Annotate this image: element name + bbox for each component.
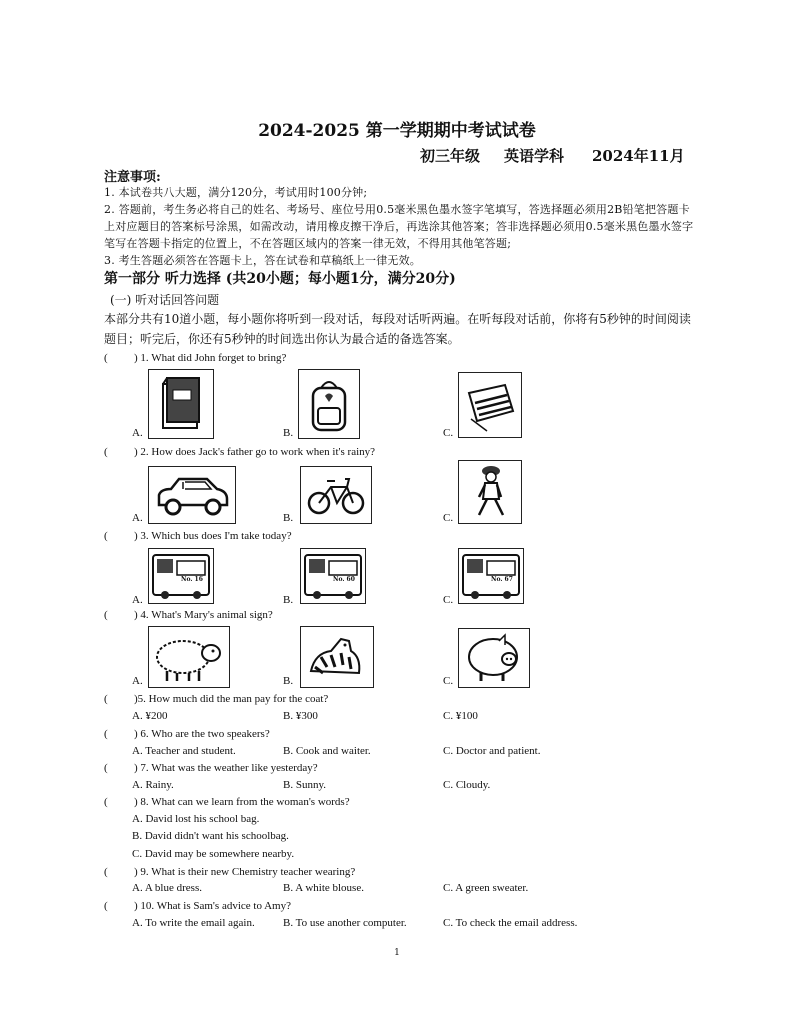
note-item-1: 1. 本试卷共八大题，满分120分，考试用时100分钟; xyxy=(104,186,368,199)
question-text: ) 6. Who are the two speakers? xyxy=(134,728,270,740)
answer-blank[interactable]: ( xyxy=(104,352,108,364)
option-a[interactable]: A. ¥200 xyxy=(132,710,168,722)
answer-blank[interactable]: ( xyxy=(104,900,108,912)
page-number: 1 xyxy=(394,948,400,958)
note-item-2: 2. 答题前，考生务必将自己的姓名、考场号、座位号用0.5毫米黑色墨水签字笔填写，答选择题必须用2B铅笔把答题卡上对应题目的答案标号涂黑，如需改动，请用橡皮擦干净后，再选涂其他答案；答非选择题必须用0.5毫米黑色墨水签字笔写在答题卡指定的位置上，不在答题区域内的答案一律无效，不得用其他笔答题; xyxy=(104,203,694,250)
question-text: ) 3. Which bus does I'm take today? xyxy=(134,530,292,542)
question-2 xyxy=(104,446,375,458)
bus-number: No. 16 xyxy=(181,576,203,583)
option-a-label: A. xyxy=(132,675,143,687)
question-text: ) 7. What was the weather like yesterday? xyxy=(134,762,318,774)
option-a-label: A. xyxy=(132,594,143,606)
option-a[interactable]: A. David lost his school bag. xyxy=(132,813,260,825)
question-10 xyxy=(104,900,291,912)
answer-blank[interactable]: ( xyxy=(104,796,108,808)
answer-blank[interactable]: ( xyxy=(104,609,108,621)
part-title: 第一部分 听力选择 (共20小题；每小题1分，满分20分) xyxy=(104,271,456,287)
backpack-icon[interactable] xyxy=(298,369,360,439)
option-c-label: C. xyxy=(443,594,454,606)
option-c-label: C. xyxy=(443,512,454,524)
option-b[interactable]: B. ¥300 xyxy=(283,710,318,722)
question-1 xyxy=(104,352,286,364)
pencil-case-icon[interactable] xyxy=(458,372,522,438)
answer-blank[interactable]: ( xyxy=(104,866,108,878)
bus-number: No. 67 xyxy=(491,576,513,583)
option-b-label: B. xyxy=(283,594,294,606)
question-6 xyxy=(104,728,270,740)
option-b-label: B. xyxy=(283,675,294,687)
question-text: ) 10. What is Sam's advice to Amy? xyxy=(134,900,291,912)
walking-man-icon[interactable] xyxy=(458,460,522,524)
option-b[interactable]: B. A white blouse. xyxy=(283,882,364,894)
grade-label: 初三年级 xyxy=(420,147,481,165)
option-b[interactable]: B. David didn't want his schoolbag. xyxy=(132,830,289,842)
bus-icon[interactable] xyxy=(148,548,214,604)
date-label: 2024年11月 xyxy=(592,147,685,165)
question-text: ) 1. What did John forget to bring? xyxy=(134,352,287,364)
bus-icon[interactable] xyxy=(300,548,366,604)
option-c[interactable]: C. To check the email address. xyxy=(443,917,578,929)
option-c[interactable]: C. Cloudy. xyxy=(443,779,491,791)
option-c-label: C. xyxy=(443,427,454,439)
question-8 xyxy=(104,796,350,808)
option-a-label: A. xyxy=(132,427,143,439)
option-a[interactable]: A. Rainy. xyxy=(132,779,174,791)
question-4 xyxy=(104,609,273,621)
option-c[interactable]: C. Doctor and patient. xyxy=(443,745,541,757)
tiger-icon[interactable] xyxy=(300,626,374,688)
option-a[interactable]: A. To write the email again. xyxy=(132,917,255,929)
answer-blank[interactable]: ( xyxy=(104,728,108,740)
option-c[interactable]: C. A green sweater. xyxy=(443,882,529,894)
answer-blank[interactable]: ( xyxy=(104,530,108,542)
answer-blank[interactable]: ( xyxy=(104,762,108,774)
option-b[interactable]: B. To use another computer. xyxy=(283,917,407,929)
option-c[interactable]: C. ¥100 xyxy=(443,710,478,722)
option-b-label: B. xyxy=(283,427,294,439)
question-text: ) 4. What's Mary's animal sign? xyxy=(134,609,273,621)
option-c[interactable]: C. David may be somewhere nearby. xyxy=(132,848,295,860)
question-9 xyxy=(104,866,355,878)
section-title: (一) 听对话回答问题 xyxy=(110,293,220,307)
question-7 xyxy=(104,762,318,774)
pig-icon[interactable] xyxy=(458,628,530,688)
bus-number: No. 60 xyxy=(333,576,355,583)
question-5 xyxy=(104,693,328,705)
answer-blank[interactable]: ( xyxy=(104,693,108,705)
bus-icon[interactable] xyxy=(458,548,524,604)
option-a[interactable]: A. A blue dress. xyxy=(132,882,202,894)
sheep-icon[interactable] xyxy=(148,626,230,688)
answer-blank[interactable]: ( xyxy=(104,446,108,458)
option-a[interactable]: A. Teacher and student. xyxy=(132,745,236,757)
exam-title: 2024-2025 第一学期期中考试试卷 xyxy=(258,121,536,141)
car-icon[interactable] xyxy=(148,466,236,524)
question-text: ) 2. How does Jack's father go to work when it's rainy? xyxy=(134,446,376,458)
option-a-label: A. xyxy=(132,512,143,524)
notes-title: 注意事项: xyxy=(104,170,161,185)
option-c-label: C. xyxy=(443,675,454,687)
question-text: ) 8. What can we learn from the woman's words? xyxy=(134,796,350,808)
option-b[interactable]: B. Sunny. xyxy=(283,779,326,791)
question-text: ) 9. What is their new Chemistry teacher wearing? xyxy=(134,866,356,878)
option-b[interactable]: B. Cook and waiter. xyxy=(283,745,371,757)
question-text: )5. How much did the man pay for the coat? xyxy=(134,693,329,705)
section-intro: 本部分共有10道小题，每小题你将听到一段对话，每段对话听两遍。在听每段对话前，你将有5秒钟的时间阅读题目；听完后，你还有5秒钟的时间选出你认为最合适的备选答案。 xyxy=(104,312,691,346)
book-icon[interactable] xyxy=(148,369,214,439)
note-item-3: 3. 考生答题必须答在答题卡上，答在试卷和草稿纸上一律无效。 xyxy=(104,254,421,267)
bicycle-icon[interactable] xyxy=(300,466,372,524)
subject-label: 英语学科 xyxy=(504,147,565,165)
option-b-label: B. xyxy=(283,512,294,524)
question-3 xyxy=(104,530,292,542)
